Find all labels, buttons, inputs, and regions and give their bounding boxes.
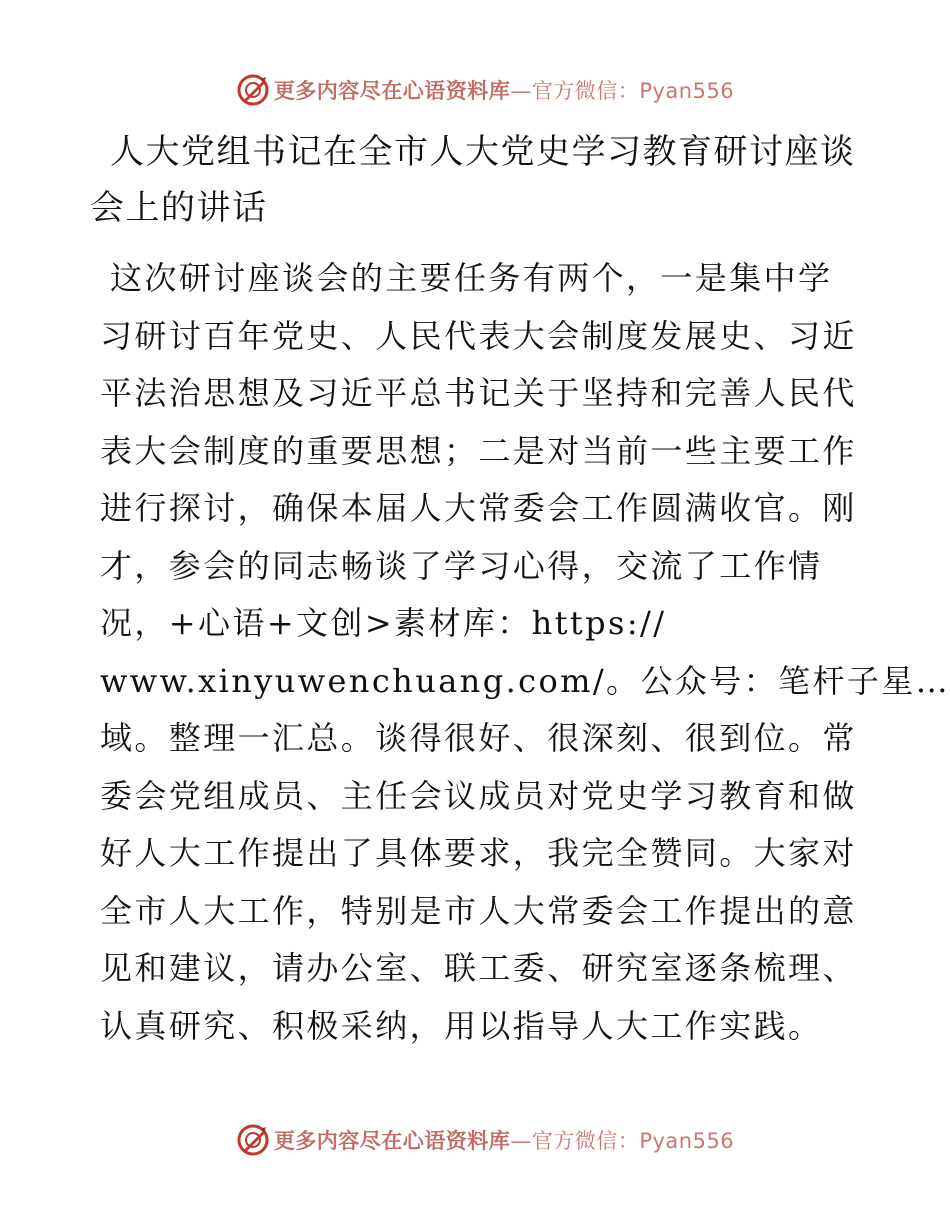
header-separator: — (510, 79, 532, 103)
body-line: www.xinyuwenchuang.com/。公众号：笔杆子星… (100, 661, 950, 700)
title-line: 会上的讲话 (90, 188, 268, 228)
header-banner-text (274, 75, 734, 105)
logo-icon (236, 73, 270, 107)
header-promo: 更多内容尽在心语资料库 (273, 79, 511, 103)
footer-banner-text (274, 1125, 734, 1155)
footer-contact-id: Pyan556 (639, 1129, 735, 1153)
body-line: 认真研究、积极采纳，用以指导人大工作实践。 (100, 1006, 823, 1045)
footer-banner-content (236, 1123, 734, 1157)
body-line: 委会党组成员、主任会议成员对党史学习教育和做 (100, 776, 857, 815)
body-line: 见和建议，请办公室、联工委、研究室逐条梳理、 (100, 949, 857, 987)
logo-icon (236, 1123, 270, 1157)
title-line: 人大党组书记在全市人大党史学习教育研讨座谈 (110, 132, 856, 172)
body-line: 况，+心语+文创>素材库：https:// (100, 604, 667, 642)
header-banner-content (236, 73, 734, 107)
body-line: 域。整理一汇总。谈得很好、很深刻、很到位。常 (100, 719, 857, 757)
body-line: 进行探讨，确保本届人大常委会工作圆满收官。刚 (100, 489, 857, 527)
body-line: 平法治思想及习近平总书记关于坚持和完善人民代 (100, 374, 857, 412)
footer-separator: — (510, 1129, 532, 1153)
body-line: 表大会制度的重要思想；二是对当前一些主要工作 (100, 431, 857, 470)
body-line: 好人大工作提出了具体要求，我完全赞同。大家对 (100, 834, 857, 872)
footer-contact-label: 官方微信： (531, 1129, 640, 1153)
footer-promo: 更多内容尽在心语资料库 (273, 1129, 511, 1153)
header-contact-id: Pyan556 (639, 79, 735, 103)
body-line: 习研讨百年党史、人民代表大会制度发展史、习近 (100, 316, 857, 355)
document-title (90, 124, 860, 236)
body-line: 全市人大工作，特别是市人大常委会工作提出的意 (100, 891, 857, 930)
body-line: 才，参会的同志畅谈了学习心得，交流了工作情 (100, 546, 823, 585)
document-body (100, 250, 950, 1055)
footer-banner (0, 1120, 950, 1160)
header-contact-label: 官方微信： (531, 79, 640, 103)
header-banner (0, 70, 950, 110)
body-line: 这次研讨座谈会的主要任务有两个，一是集中学 (110, 259, 833, 297)
